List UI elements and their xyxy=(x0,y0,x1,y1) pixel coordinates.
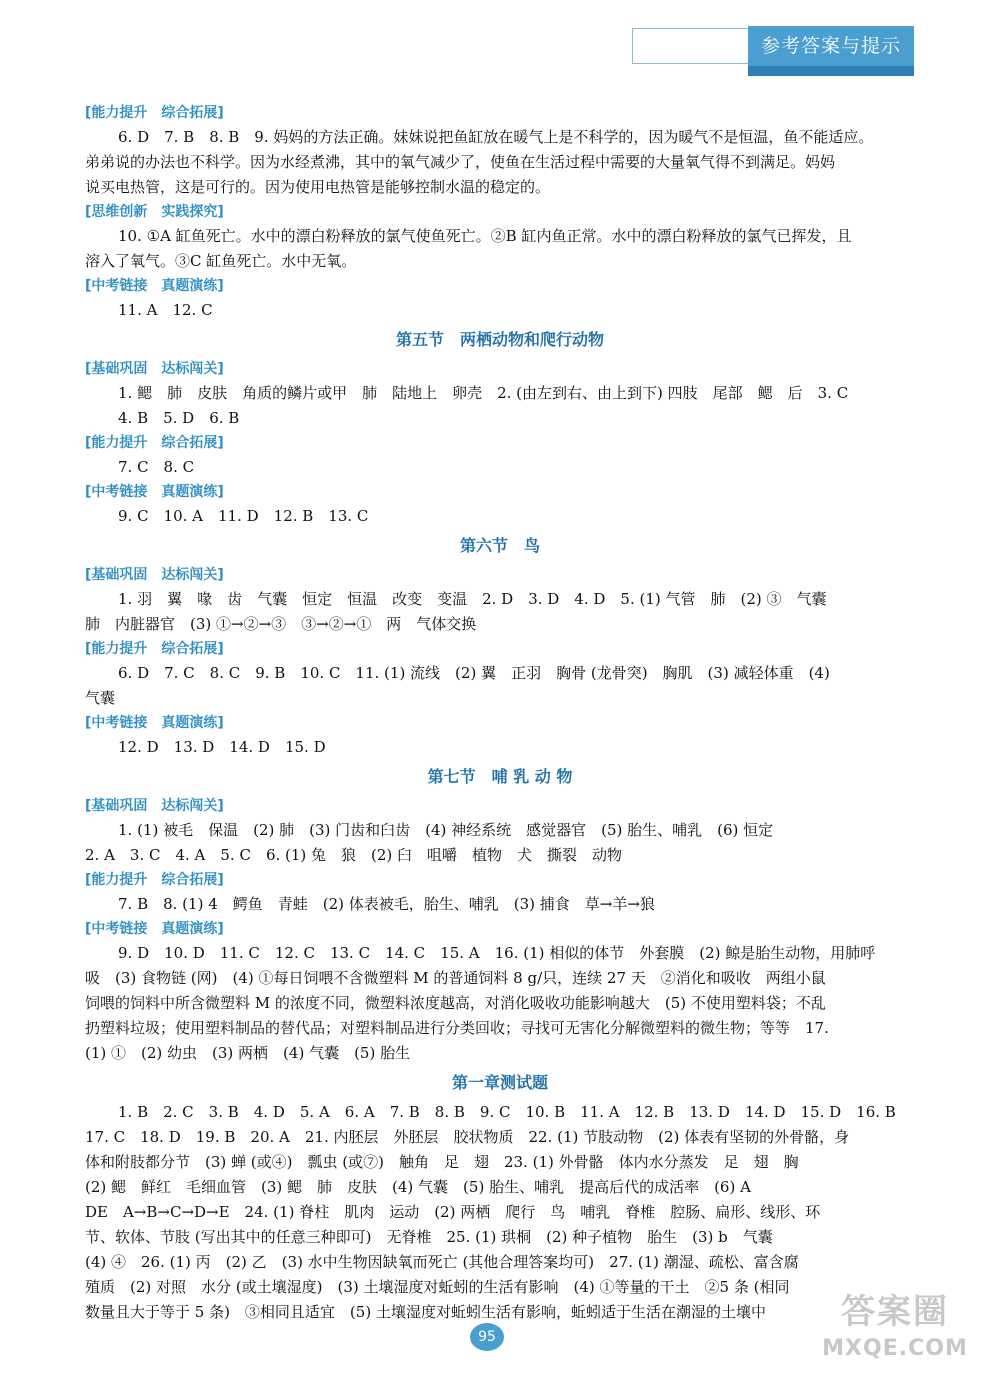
section-tag: [基础巩固 达标闯关] xyxy=(85,567,224,583)
answer-line: 体和附肢都分节 (3) 蝉 (或④) 瓢虫 (或⑦) 触角 足 翅 23. (1) 外骨骼 体内水分蒸发 足 翅 胸 xyxy=(85,1153,799,1171)
section-tag: [基础巩固 达标闯关] xyxy=(85,798,224,814)
answer-line: (1) ① (2) 幼虫 (3) 两栖 (4) 气囊 (5) 胎生 xyxy=(85,1044,411,1062)
section-tag: [能力提升 综合拓展] xyxy=(85,435,224,451)
answer-line: 1. B 2. C 3. B 4. D 5. A 6. A 7. B 8. B 9. C 10. B 11. A 12. B 13. D 14. D 15. D 16. B xyxy=(118,1103,896,1121)
answer-line: 溶入了氧气。③C 缸鱼死亡。水中无氧。 xyxy=(85,252,357,270)
header-blank-box xyxy=(632,28,750,64)
section-heading: 第七节 哺 乳 动 物 xyxy=(427,767,573,786)
answer-line: 饲喂的饲料中所含微塑料 M 的浓度不同，微塑料浓度越高，对消化吸收功能影响越大 (5) 不使用塑料袋；不乱 xyxy=(85,994,826,1012)
section-heading: 第五节 两栖动物和爬行动物 xyxy=(395,330,604,349)
section-tag: [中考链接 真题演练] xyxy=(85,278,224,294)
answer-line: 4. B 5. D 6. B xyxy=(118,409,240,427)
answer-line: 数量且大于等于 5 条) ③相同且适宜 (5) 土壤湿度对蚯蚓生活有影响，蚯蚓适于生活在潮湿的土壤中 xyxy=(85,1303,766,1321)
answer-line: 弟弟说的办法也不科学。因为水经煮沸，其中的氧气减少了，使鱼在生活过程中需要的大量氧气得不到满足。妈妈 xyxy=(85,153,836,171)
answer-line: 10. ①A 缸鱼死亡。水中的漂白粉释放的氯气使鱼死亡。②B 缸内鱼正常。水中的漂白粉释放的氯气已挥发，且 xyxy=(118,227,852,245)
section-tag: [能力提升 综合拓展] xyxy=(85,105,224,121)
answer-line: 气囊 xyxy=(85,689,116,707)
watermark xyxy=(800,1290,990,1380)
answer-line: 1. (1) 被毛 保温 (2) 肺 (3) 门齿和臼齿 (4) 神经系统 感觉器官 (5) 胎生、哺乳 (6) 恒定 xyxy=(118,821,774,839)
watermark-logo: 答案圈 xyxy=(841,1292,949,1332)
answer-line: 扔塑料垃圾；使用塑料制品的替代品；对塑料制品进行分类回收；寻找可无害化分解微塑料的微生物；等等 17. xyxy=(85,1019,829,1037)
answer-line: 7. B 8. (1) 4 鳄鱼 青蛙 (2) 体表被毛，胎生、哺乳 (3) 捕食 草→羊→狼 xyxy=(118,895,655,913)
answer-line: 7. C 8. C xyxy=(118,458,195,476)
answer-line: 1. 鳃 肺 皮肤 角质的鳞片或甲 肺 陆地上 卵壳 2. (由左到右、由上到下) 四肢 尾部 鳃 后 3. C xyxy=(118,384,849,402)
answer-line: (2) 鳃 鲜红 毛细血管 (3) 鳃 肺 皮肤 (4) 气囊 (5) 胎生、哺乳 提高后代的成活率 (6) A xyxy=(85,1178,751,1196)
answer-line: 2. A 3. C 4. A 5. C 6. (1) 兔 狼 (2) 臼 咀嚼 植物 犬 撕裂 动物 xyxy=(85,846,623,864)
section-tag: [能力提升 综合拓展] xyxy=(85,641,224,657)
answer-line: 殖质 (2) 对照 水分 (或土壤湿度) (3) 土壤湿度对蚯蚓的生活有影响 (4) ①等量的干土 ②5 条 (相同 xyxy=(85,1278,790,1296)
section-tag: [中考链接 真题演练] xyxy=(85,921,224,937)
section-tag: [思维创新 实践探究] xyxy=(85,204,224,220)
answer-content xyxy=(85,101,915,1325)
answer-line: 9. D 10. D 11. C 12. C 13. C 14. C 15. A 16. (1) 相似的体节 外套膜 (2) 鲸是胎生动物，用肺呼 xyxy=(118,944,876,962)
section-tag: [能力提升 综合拓展] xyxy=(85,872,224,888)
section-tag: [中考链接 真题演练] xyxy=(85,715,224,731)
answer-line: 肺 内脏器官 (3) ①→②→③ ③→②→① 两 气体交换 xyxy=(85,615,477,633)
answer-line: 9. C 10. A 11. D 12. B 13. C xyxy=(118,507,369,525)
answer-line: 17. C 18. D 19. B 20. A 21. 内胚层 外胚层 胶状物质 22. (1) 节肢动物 (2) 体表有坚韧的外骨骼，身 xyxy=(85,1128,850,1146)
answer-line: 节、软体、节肢 (写出其中的任意三种即可) 无脊椎 25. (1) 珙桐 (2) 种子植物 胎生 (3) b 气囊 xyxy=(85,1228,773,1246)
header-underline xyxy=(748,66,914,76)
answer-line: 11. A 12. C xyxy=(118,301,213,319)
section-tag: [基础巩固 达标闯关] xyxy=(85,361,224,377)
section-heading: 第六节 鸟 xyxy=(459,536,540,555)
watermark-url: MXQE.COM xyxy=(822,1336,968,1361)
page-number: 95 xyxy=(470,1323,504,1351)
answer-line: 12. D 13. D 14. D 15. D xyxy=(118,738,326,756)
answer-line: 吸 (3) 食物链 (网) (4) ①每日饲喂不含微塑料 M 的普通饲料 8 g/只，连续 27 天 ②消化和吸收 两组小鼠 xyxy=(85,969,826,987)
answer-line: 说买电热管，这是可行的。因为使用电热管是能够控制水温的稳定的。 xyxy=(85,178,551,196)
answer-line: DE A→B→C→D→E 24. (1) 脊柱 肌肉 运动 (2) 两栖 爬行 鸟 哺乳 脊椎 腔肠、扁形、线形、环 xyxy=(85,1203,821,1221)
answer-line: 1. 羽 翼 喙 齿 气囊 恒定 恒温 改变 变温 2. D 3. D 4. D 5. (1) 气管 肺 (2) ③ 气囊 xyxy=(118,590,827,608)
section-heading: 第一章测试题 xyxy=(451,1073,548,1092)
answer-line: 6. D 7. C 8. C 9. B 10. C 11. (1) 流线 (2) 翼 正羽 胸骨 (龙骨突) 胸肌 (3) 减轻体重 (4) xyxy=(118,664,830,682)
header-title: 参考答案与提示 xyxy=(748,26,914,66)
answer-line: 6. D 7. B 8. B 9. 妈妈的方法正确。妹妹说把鱼缸放在暖气上是不科学的，因为暖气不是恒温，鱼不能适应。 xyxy=(118,128,874,146)
answer-line: (4) ④ 26. (1) 丙 (2) 乙 (3) 水中生物因缺氧而死亡 (其他合理答案均可) 27. (1) 潮湿、疏松、富含腐 xyxy=(85,1253,799,1271)
section-tag: [中考链接 真题演练] xyxy=(85,484,224,500)
